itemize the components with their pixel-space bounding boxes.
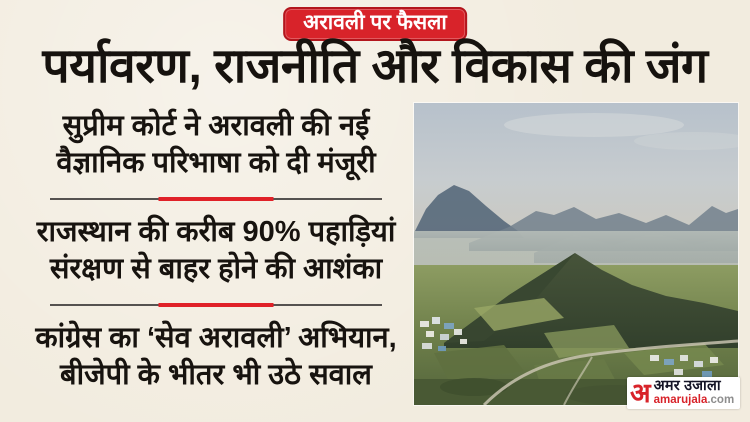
divider-red-accent [159,197,274,201]
logo-domain [654,394,735,407]
bullet-points [12,108,420,394]
logo-domain-tld: .com [707,394,735,406]
point-line: संरक्षण से बाहर होने की आशंका [49,253,383,285]
amar-ujala-logo [627,377,740,409]
point-supreme-court [12,108,420,182]
point-rajasthan-hills [12,214,420,288]
point-congress-campaign [12,320,420,394]
point-line: बीजेपी के भीतर भी उठे सवाल [60,359,372,391]
point-line: राजस्थान की करीब 90% पहाड़ियां [36,216,396,248]
section-divider [50,303,382,307]
point-line: कांग्रेस का ‘सेव अरावली’ अभियान, [35,322,397,354]
point-line: सुप्रीम कोर्ट ने अरावली की नई [62,110,370,142]
aravalli-hills-photo [414,103,738,408]
aravalli-photo-illustration [414,103,738,408]
section-divider [50,197,382,201]
divider-red-accent [159,303,274,307]
topic-badge: अरावली पर फैसला [283,7,467,41]
logo-text-block [654,379,735,407]
amar-ujala-monogram-icon: अ [630,378,651,408]
logo-name-hindi: अमर उजाला [653,378,721,394]
headline: पर्यावरण, राजनीति और विकास की जंग [42,40,708,93]
logo-domain-name: amarujala [653,394,708,406]
point-line: वैज्ञानिक परिभाषा को दी मंजूरी [56,147,376,179]
